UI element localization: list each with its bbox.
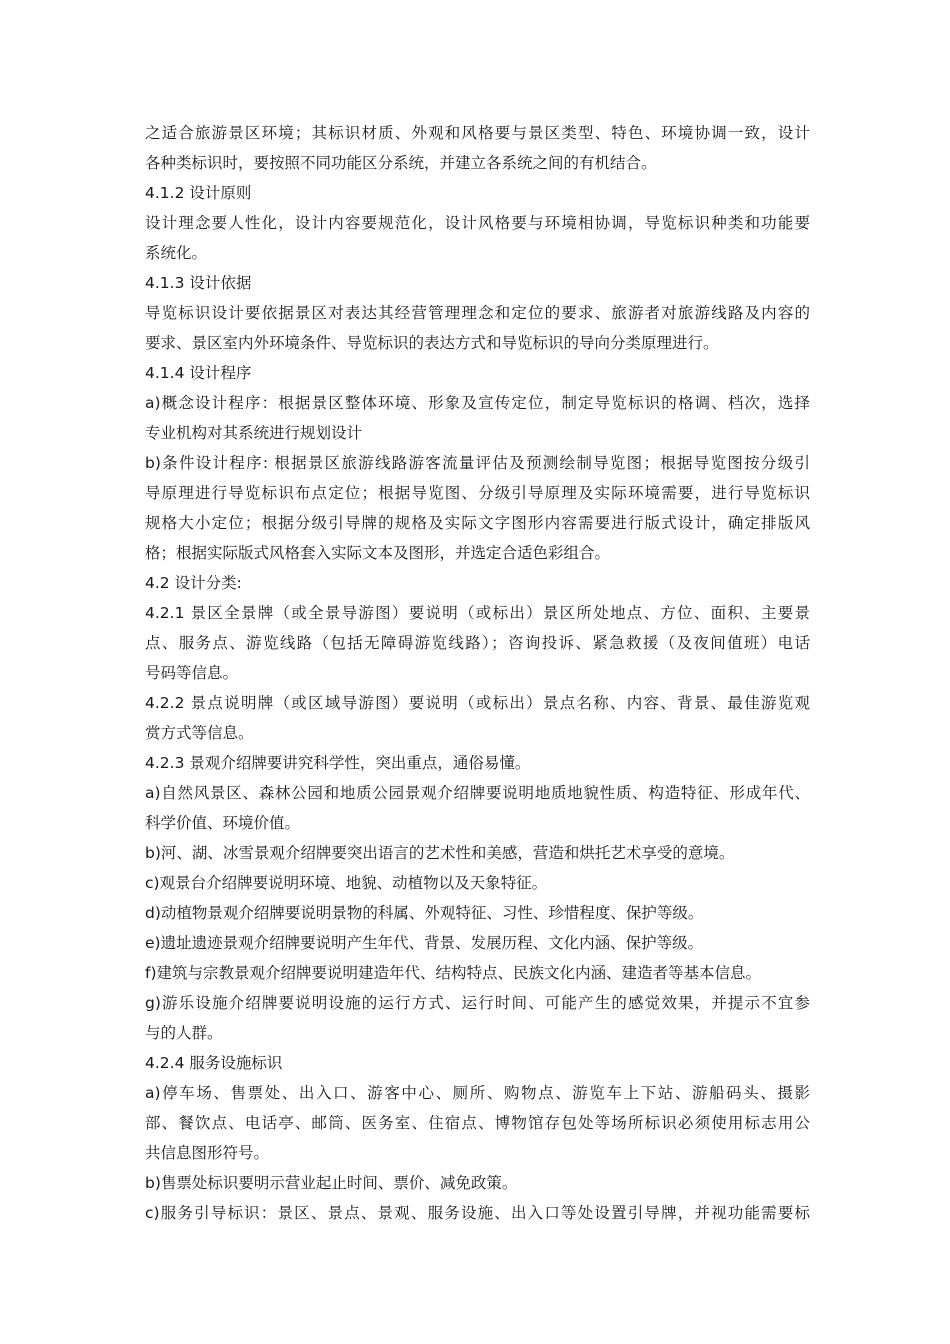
- text-line: 4.2.1 景区全景牌（或全景导游图）要说明（或标出）景区所处地点、方位、面积、主要景: [145, 604, 810, 622]
- text-line: 与的人群。: [145, 1024, 223, 1042]
- text-line: c)观景台介绍牌要说明环境、地貌、动植物以及天象特征。: [145, 874, 548, 892]
- text-line: 部、餐饮点、电话亭、邮筒、医务室、住宿点、博物馆存包处等场所标识必须使用标志用公: [145, 1114, 810, 1132]
- text-line: 4.1.4 设计程序: [145, 364, 252, 382]
- text-line: 要求、景区室内外环境条件、导览标识的表达方式和导览标识的导向分类原理进行。: [145, 334, 719, 352]
- text-line: g)游乐设施介绍牌要说明设施的运行方式、运行时间、可能产生的感觉效果，并提示不宜参: [145, 994, 810, 1012]
- text-line: 专业机构对其系统进行规划设计: [145, 424, 363, 442]
- text-line: 4.1.3 设计依据: [145, 274, 252, 292]
- text-line: 赏方式等信息。: [145, 724, 254, 742]
- text-line: e)遗址遗迹景观介绍牌要说明产生年代、背景、发展历程、文化内涵、保护等级。: [145, 934, 704, 952]
- text-line: 导原理进行导览标识布点定位；根据导览图、分级引导原理及实际环境需要，进行导览标识: [145, 484, 810, 502]
- text-line: 4.1.2 设计原则: [145, 184, 252, 202]
- text-line: 格；根据实际版式风格套入实际文本及图形，并选定合适色彩组合。: [145, 544, 611, 562]
- text-line: d)动植物景观介绍牌要说明景物的科属、外观特征、习性、珍惜程度、保护等级。: [145, 904, 704, 922]
- text-line: 设计理念要人性化，设计内容要规范化，设计风格要与环境相协调，导览标识种类和功能要: [145, 214, 810, 232]
- text-line: 4.2.2 景点说明牌（或区域导游图）要说明（或标出）景点名称、内容、背景、最佳游览观: [145, 694, 810, 712]
- text-line: 共信息图形符号。: [145, 1144, 270, 1162]
- text-line: b)售票处标识要明示营业起止时间、票价、减免政策。: [145, 1174, 518, 1192]
- text-line: 导览标识设计要依据景区对表达其经营管理理念和定位的要求、旅游者对旅游线路及内容的: [145, 304, 810, 322]
- text-line: c)服务引导标识：景区、景点、景观、服务设施、出入口等处设置引导牌，并视功能需要标: [145, 1204, 810, 1222]
- text-line: 4.2 设计分类:: [145, 574, 242, 592]
- text-line: a)自然风景区、森林公园和地质公园景观介绍牌要说明地质地貌性质、构造特征、形成年代、: [145, 784, 810, 802]
- text-line: a)概念设计程序：根据景区整体环境、形象及宣传定位，制定导览标识的格调、档次，选择: [145, 394, 810, 412]
- text-line: b)条件设计程序: 根据景区旅游线路游客流量评估及预测绘制导览图；根据导览图按分级引: [145, 454, 810, 472]
- text-line: 规格大小定位；根据分级引导牌的规格及实际文字图形内容需要进行版式设计，确定排版风: [145, 514, 810, 532]
- text-line: 4.2.3 景观介绍牌要讲究科学性，突出重点，通俗易懂。: [145, 754, 531, 772]
- text-line: 科学价值、环境价值。: [145, 814, 301, 832]
- text-line: a)停车场、售票处、出入口、游客中心、厕所、购物点、游览车上下站、游船码头、摄影: [145, 1084, 810, 1102]
- text-line: 各种类标识时，要按照不同功能区分系统，并建立各系统之间的有机结合。: [145, 154, 657, 172]
- text-line: 点、服务点、游览线路（包括无障碍游览线路）；咨询投诉、紧急救援（及夜间值班）电话: [145, 634, 810, 652]
- document-body: [145, 118, 810, 1228]
- text-line: b)河、湖、冰雪景观介绍牌要突出语言的艺术性和美感，营造和烘托艺术享受的意境。: [145, 844, 735, 862]
- text-line: 号码等信息。: [145, 664, 239, 682]
- text-line: 4.2.4 服务设施标识: [145, 1054, 283, 1072]
- text-line: f)建筑与宗教景观介绍牌要说明建造年代、结构特点、民族文化内涵、建造者等基本信息。: [145, 964, 762, 982]
- text-line: 系统化。: [145, 244, 208, 262]
- text-line: 之适合旅游景区环境；其标识材质、外观和风格要与景区类型、特色、环境协调一致，设计: [145, 124, 810, 142]
